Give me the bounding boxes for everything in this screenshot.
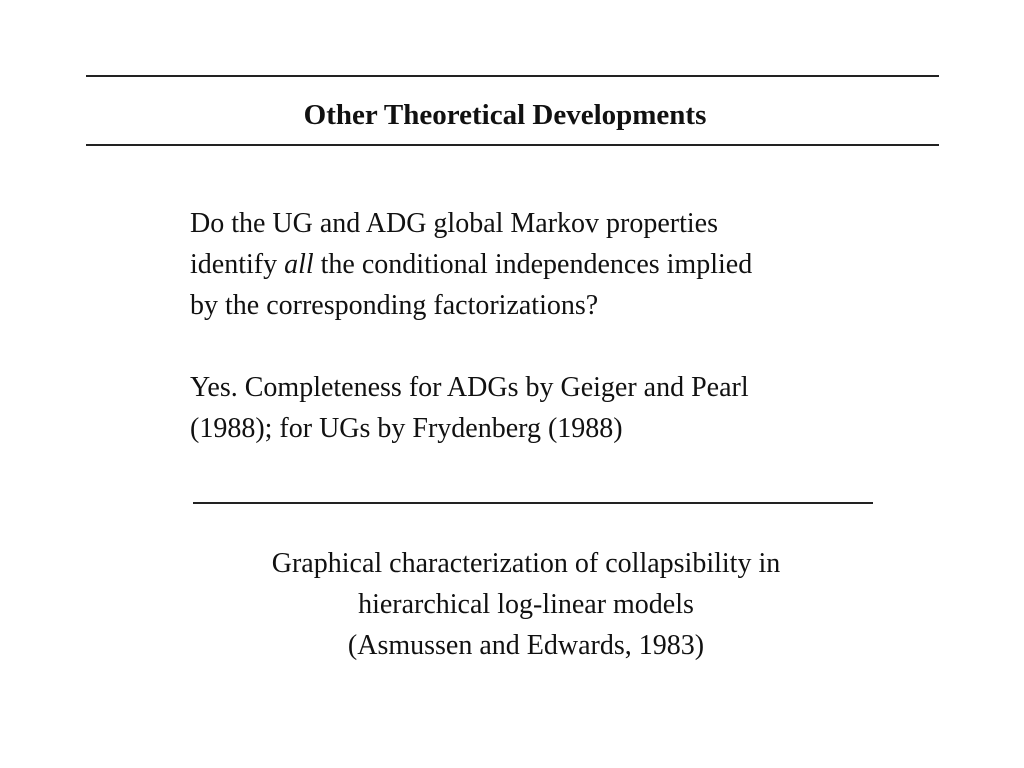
answer-line-1: Yes. Completeness for ADGs by Geiger and Pearl xyxy=(190,372,749,403)
title-underline-rule xyxy=(86,144,939,146)
section-divider-rule xyxy=(193,502,873,504)
question-line-2-end: the conditional independences implied xyxy=(313,249,753,280)
question-line-2 xyxy=(190,244,910,285)
question-line-3: by the corresponding factorizations? xyxy=(190,290,599,321)
question-paragraph xyxy=(190,203,910,326)
collapsibility-line-1: Graphical characterization of collapsibility in xyxy=(271,548,781,579)
collapsibility-citation: (Asmussen and Edwards, 1983) xyxy=(347,630,705,661)
answer-line-2: (1988); for UGs by Frydenberg (1988) xyxy=(190,413,623,444)
top-rule xyxy=(86,75,939,77)
question-line-1: Do the UG and ADG global Markov properties xyxy=(190,208,719,239)
answer-paragraph xyxy=(190,367,910,449)
emphasis-all: all xyxy=(284,249,314,280)
collapsibility-line-2: hierarchical log-linear models xyxy=(358,589,694,620)
slide-title: Other Theoretical Developments xyxy=(303,99,707,131)
question-line-2-start: identify xyxy=(190,249,285,280)
